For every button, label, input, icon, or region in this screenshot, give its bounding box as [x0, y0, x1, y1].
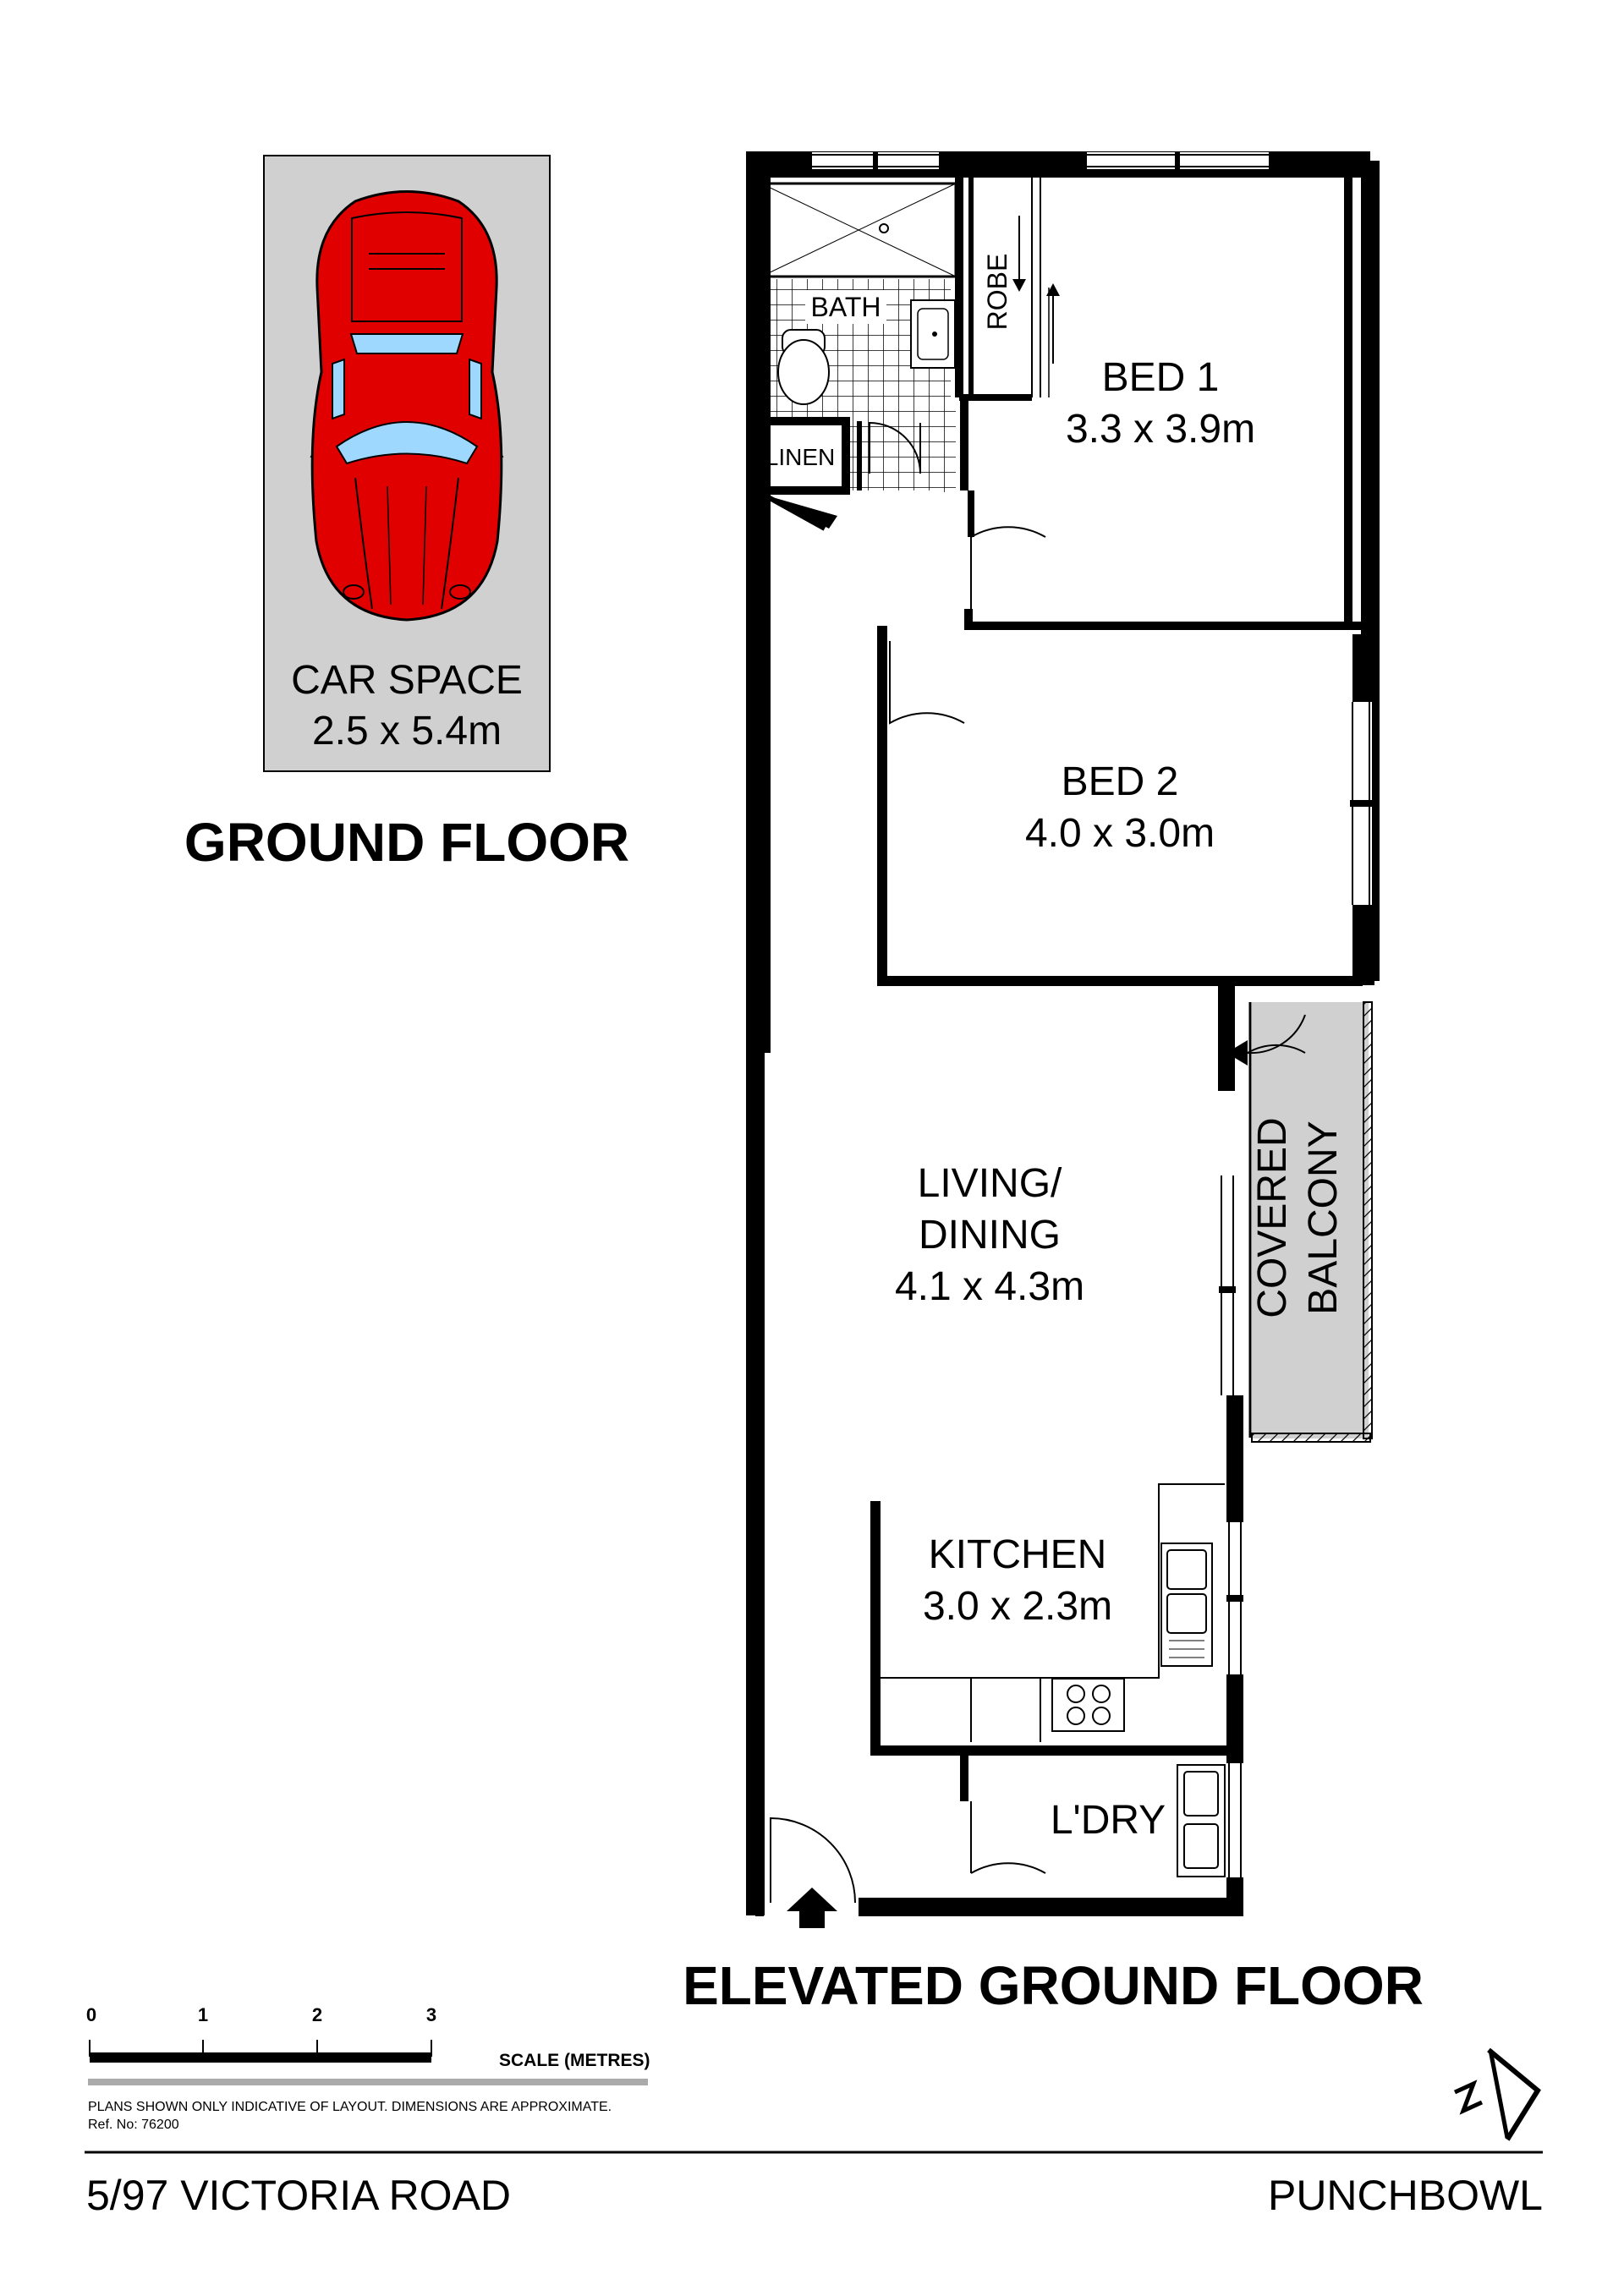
unit-plan [753, 152, 1372, 1928]
laundry-label: L'DRY [1050, 1798, 1166, 1843]
scale-bar [86, 2004, 650, 2085]
scale-tick-0: 0 [85, 2004, 97, 2025]
scale-label: SCALE (METRES) [499, 2051, 650, 2070]
kitchen-size: 3.0 x 2.3m [922, 1584, 1113, 1629]
north-arrow-icon [1455, 2050, 1538, 2140]
cooktop [1052, 1679, 1124, 1731]
car-space-size: 2.5 x 5.4m [311, 709, 502, 753]
address: 5/97 VICTORIA ROAD [86, 2172, 512, 2219]
kitchen-name: KITCHEN [928, 1532, 1107, 1577]
bed1-size: 3.3 x 3.9m [1065, 407, 1256, 452]
robe-label: ROBE [982, 253, 1012, 331]
balcony-label-1: COVERED [1250, 1117, 1295, 1318]
disclaimer: PLANS SHOWN ONLY INDICATIVE OF LAYOUT. DIMENSIONS ARE APPROXIMATE. [88, 2100, 612, 2114]
scale-tick-3: 3 [425, 2004, 437, 2025]
car-space-name: CAR SPACE [291, 658, 523, 703]
living-name-2: DINING [919, 1213, 1061, 1258]
living-name-1: LIVING/ [917, 1161, 1062, 1206]
reference-number: Ref. No: 76200 [88, 2118, 179, 2132]
kitchen-sink [1161, 1543, 1212, 1666]
bed2-name: BED 2 [1061, 759, 1179, 804]
entry-arrow-icon [787, 1888, 837, 1928]
bed1-name: BED 1 [1101, 355, 1220, 400]
bed2-size: 4.0 x 3.0m [1024, 811, 1215, 856]
car-space [264, 156, 550, 771]
linen-label: LINEN [765, 444, 836, 470]
suburb: PUNCHBOWL [1267, 2172, 1543, 2219]
car-icon [311, 192, 502, 621]
scale-tick-1: 1 [197, 2004, 209, 2025]
elevated-floor-heading: ELEVATED GROUND FLOOR [683, 1955, 1424, 2016]
ground-floor-heading: GROUND FLOOR [184, 812, 630, 873]
scale-tick-2: 2 [311, 2004, 323, 2025]
bath-label: BATH [810, 292, 881, 322]
balcony-label-2: BALCONY [1301, 1121, 1346, 1315]
living-size: 4.1 x 4.3m [894, 1264, 1085, 1309]
